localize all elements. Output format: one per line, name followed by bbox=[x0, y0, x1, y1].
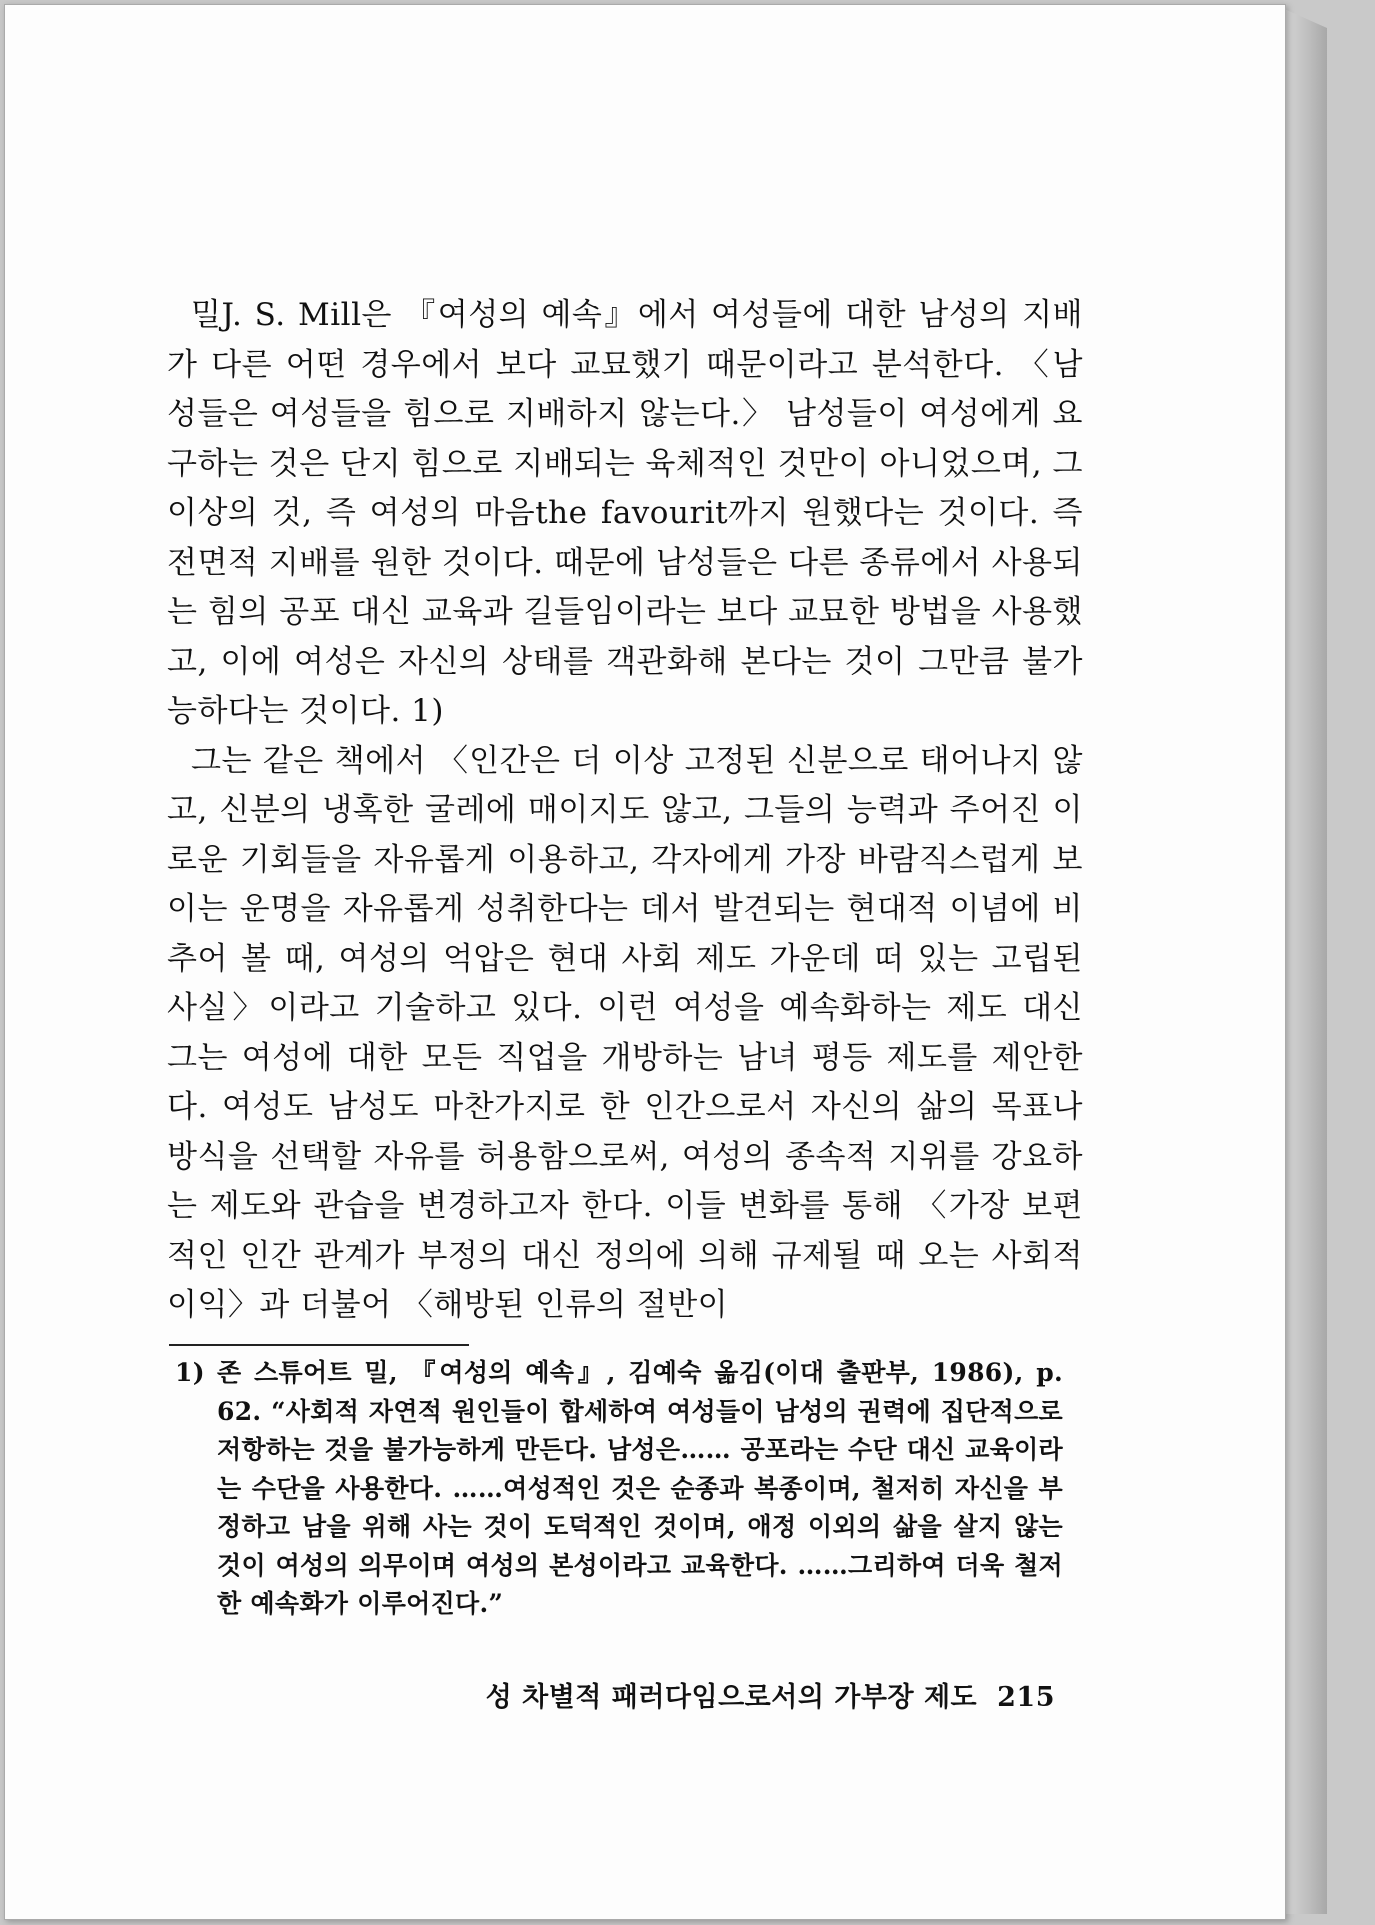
running-footer bbox=[475, 1675, 1055, 1714]
paragraph-1: 밀J. S. Mill은 『여성의 예속』에서 여성들에 대한 남성의 지배가 다른 어떤 경우에서 보다 교묘했기 때문이라고 분석한다. 〈남성들은 여성들을 힘으로 지배하지 않는다.〉 남성들이 여성에게 요구하는 것은 단지 힘으로 지배되는 육체적인 것만이 아니었으며, 그 이상의 것, 즉 여성의 마음the favourit까지 원했다는 것이다. 즉 전면적 지배를 원한 것이다. 때문에 남성들은 다른 종류에서 사용되는 힘의 공포 대신 교육과 길들임이라는 보다 교묘한 방법을 사용했고, 이에 여성은 자신의 상태를 객관화해 본다는 것이 그만큼 불가능하다는 것이다. 1) bbox=[167, 297, 1083, 729]
main-text bbox=[167, 291, 1083, 1331]
book-page bbox=[4, 4, 1286, 1920]
page-stack-edge bbox=[1282, 8, 1327, 1914]
footnote-number: 1) bbox=[175, 1358, 205, 1387]
running-title: 성 차별적 패러다임으로서의 가부장 제도 bbox=[485, 1682, 978, 1713]
footnote bbox=[175, 1354, 1063, 1624]
footnote-text: 존 스튜어트 밀, 『여성의 예속』, 김예숙 옮김(이대 출판부, 1986), p. 62. “사회적 자연적 원인들이 합세하여 여성들이 남성의 권력에 집단적으로 저항하는 것을 불가능하게 만든다. 남성은…… 공포라는 수단 대신 교육이라는 수단을 사용한다. ……여성적인 것은 순종과 복종이며, 철저히 자신을 부정하고 남을 위해 사는 것이 도덕적인 것이며, 애정 이외의 삶을 살지 않는 것이 여성의 의무이며 여성의 본성이라고 교육한다. ……그리하여 더욱 철저한 예속화가 이루어진다.” bbox=[217, 1358, 1063, 1618]
paragraph-2: 그는 같은 책에서 〈인간은 더 이상 고정된 신분으로 태어나지 않고, 신분의 냉혹한 굴레에 매이지도 않고, 그들의 능력과 주어진 이로운 기회들을 자유롭게 이용하고, 각자에게 가장 바람직스럽게 보이는 운명을 자유롭게 성취한다는 데서 발견되는 현대적 이념에 비추어 볼 때, 여성의 억압은 현대 사회 제도 가운데 떠 있는 고립된 사실〉이라고 기술하고 있다. 이런 여성을 예속화하는 제도 대신 그는 여성에 대한 모든 직업을 개방하는 남녀 평등 제도를 제안한다. 여성도 남성도 마찬가지로 한 인간으로서 자신의 삶의 목표나 방식을 선택할 자유를 허용함으로써, 여성의 종속적 지위를 강요하는 제도와 관습을 변경하고자 한다. 이들 변화를 통해 〈가장 보편적인 인간 관계가 부정의 대신 정의에 의해 규제될 때 오는 사회적 이익〉과 더불어 〈해방된 인류의 절반이 bbox=[167, 742, 1083, 1323]
page-number: 215 bbox=[997, 1682, 1055, 1713]
footnote-divider bbox=[169, 1344, 469, 1346]
